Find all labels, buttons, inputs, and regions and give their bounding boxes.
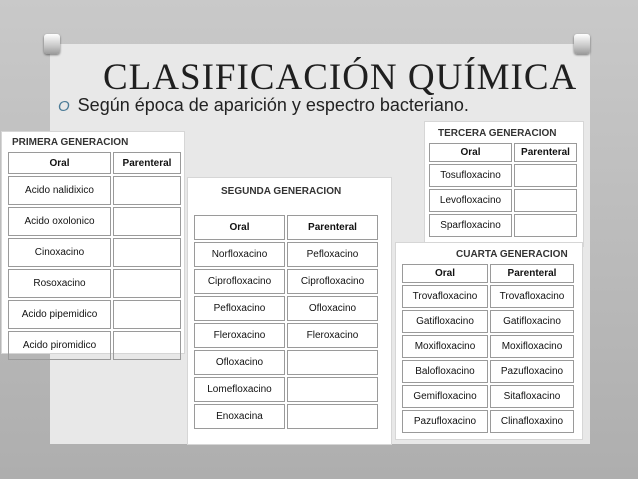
oral-cell: Pefloxacino (194, 296, 285, 321)
parenteral-cell (514, 164, 577, 187)
table-row (194, 242, 378, 267)
table-row (8, 269, 181, 298)
table-row (8, 176, 181, 205)
header-parenteral: Parenteral (287, 215, 378, 240)
table-row (194, 269, 378, 294)
oral-cell: Gatifloxacino (402, 310, 488, 333)
table-header-row (194, 215, 378, 240)
parenteral-cell (113, 300, 181, 329)
parenteral-cell (287, 377, 378, 402)
primera-generacion-card (2, 132, 184, 353)
parenteral-cell: Sitafloxacino (490, 385, 574, 408)
header-parenteral: Parenteral (490, 264, 574, 283)
table-row (194, 350, 378, 375)
table-row (8, 300, 181, 329)
card-title: CUARTA GENERACION (456, 249, 568, 260)
generation-table (427, 141, 579, 239)
oral-cell: Gemifloxacino (402, 385, 488, 408)
generation-table (400, 262, 576, 435)
oral-cell: Acido pipemidico (8, 300, 111, 329)
table-row (402, 410, 574, 433)
oral-cell: Tosufloxacino (429, 164, 512, 187)
slide-title: CLASIFICACIÓN QUÍMICA (103, 57, 578, 98)
tercera-generacion-card (425, 122, 583, 246)
oral-cell: Moxifloxacino (402, 335, 488, 358)
parenteral-cell: Ciprofloxacino (287, 269, 378, 294)
parenteral-cell (113, 238, 181, 267)
parenteral-cell: Fleroxacino (287, 323, 378, 348)
table-row (194, 296, 378, 321)
table-row (194, 404, 378, 429)
parenteral-cell (287, 350, 378, 375)
card-title: SEGUNDA GENERACION (221, 186, 342, 197)
oral-cell: Ofloxacino (194, 350, 285, 375)
parenteral-cell (287, 404, 378, 429)
header-oral: Oral (194, 215, 285, 240)
oral-cell: Acido piromidico (8, 331, 111, 360)
bullet-line (58, 95, 469, 116)
card-title: PRIMERA GENERACION (12, 137, 129, 148)
table-row (429, 214, 577, 237)
header-oral: Oral (402, 264, 488, 283)
parenteral-cell: Ofloxacino (287, 296, 378, 321)
bullet-text: Según época de aparición y espectro bacteriano. (77, 95, 469, 115)
parenteral-cell (113, 176, 181, 205)
oral-cell: Enoxacina (194, 404, 285, 429)
oral-cell: Levofloxacino (429, 189, 512, 212)
oral-cell: Rosoxacino (8, 269, 111, 298)
header-parenteral: Parenteral (113, 152, 181, 174)
table-header-row (8, 152, 181, 174)
table-row (8, 238, 181, 267)
oral-cell: Acido nalidixico (8, 176, 111, 205)
cuarta-generacion-card (396, 243, 582, 439)
oral-cell: Ciprofloxacino (194, 269, 285, 294)
table-row (402, 310, 574, 333)
parenteral-cell: Trovafloxacino (490, 285, 574, 308)
parenteral-cell: Gatifloxacino (490, 310, 574, 333)
table-row (429, 189, 577, 212)
header-parenteral: Parenteral (514, 143, 577, 162)
table-row (8, 207, 181, 236)
table-row (8, 331, 181, 360)
top-left-pin-icon (44, 34, 60, 54)
parenteral-cell (113, 207, 181, 236)
generation-table (192, 213, 380, 431)
table-row (402, 360, 574, 383)
card-title: TERCERA GENERACION (438, 128, 557, 139)
table-row (429, 164, 577, 187)
generation-table (6, 150, 183, 362)
table-row (402, 285, 574, 308)
oral-cell: Norfloxacino (194, 242, 285, 267)
oral-cell: Trovafloxacino (402, 285, 488, 308)
parenteral-cell: Moxifloxacino (490, 335, 574, 358)
oral-cell: Fleroxacino (194, 323, 285, 348)
table-row (194, 377, 378, 402)
parenteral-cell (113, 331, 181, 360)
table-header-row (402, 264, 574, 283)
parenteral-cell: Pazufloxacino (490, 360, 574, 383)
bullet-marker-icon: O (58, 98, 70, 115)
parenteral-cell: Pefloxacino (287, 242, 378, 267)
table-header-row (429, 143, 577, 162)
oral-cell: Pazufloxacino (402, 410, 488, 433)
oral-cell: Sparfloxacino (429, 214, 512, 237)
oral-cell: Lomefloxacino (194, 377, 285, 402)
parenteral-cell (514, 214, 577, 237)
table-row (402, 385, 574, 408)
parenteral-cell: Clinafloxaxino (490, 410, 574, 433)
top-right-pin-icon (574, 34, 590, 54)
segunda-generacion-card (188, 178, 391, 444)
header-oral: Oral (8, 152, 111, 174)
table-row (402, 335, 574, 358)
oral-cell: Acido oxolonico (8, 207, 111, 236)
oral-cell: Cinoxacino (8, 238, 111, 267)
oral-cell: Balofloxacino (402, 360, 488, 383)
parenteral-cell (514, 189, 577, 212)
parenteral-cell (113, 269, 181, 298)
header-oral: Oral (429, 143, 512, 162)
table-row (194, 323, 378, 348)
